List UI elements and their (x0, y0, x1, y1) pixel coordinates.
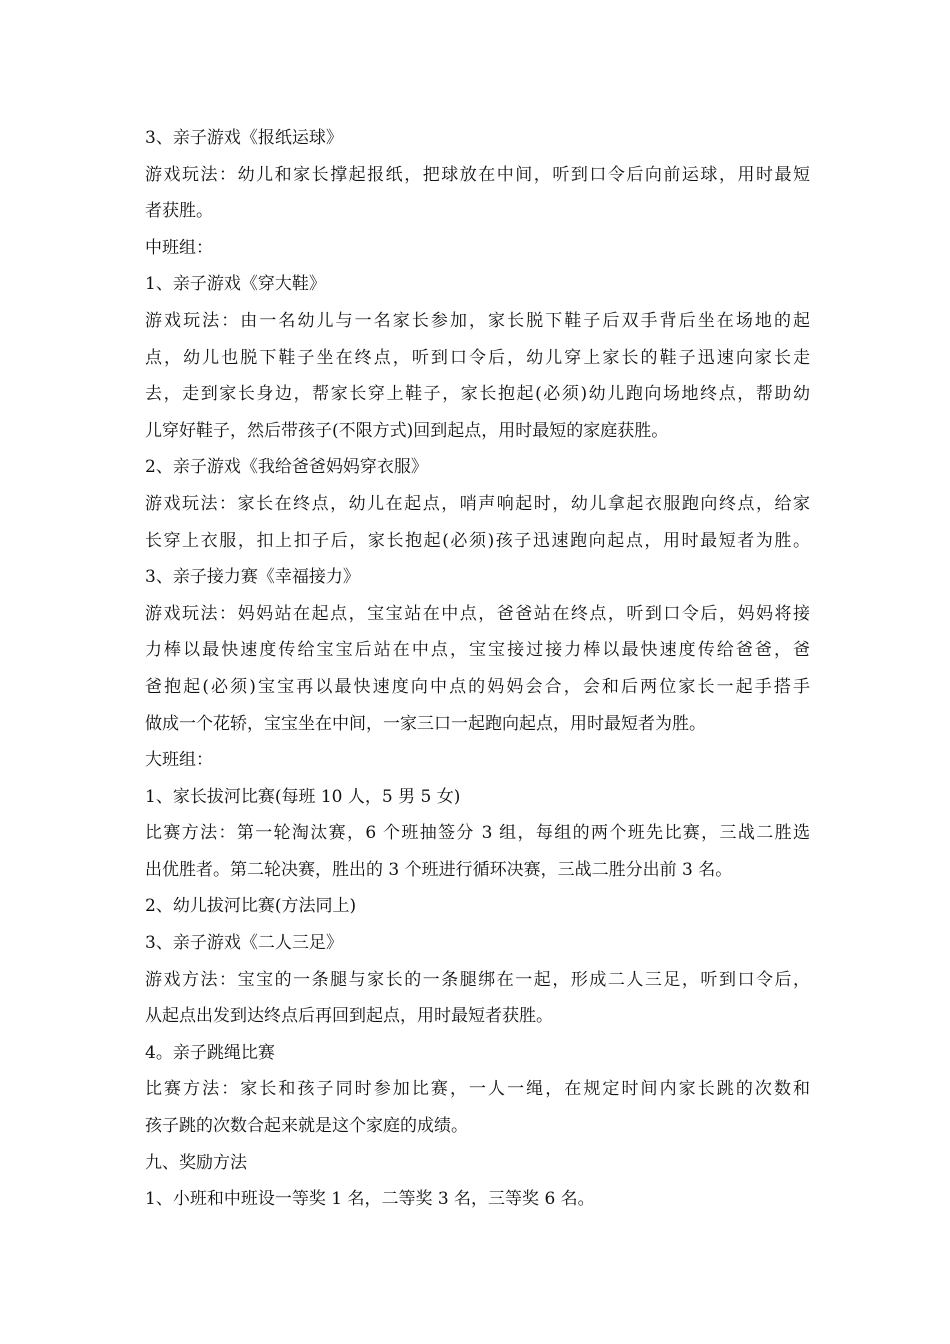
paragraph-line: 孩子跳的次数合起来就是这个家庭的成绩。 (145, 1116, 468, 1137)
paragraph-line: 者获胜。 (145, 201, 213, 222)
paragraph-line: 儿穿好鞋子，然后带孩子(不限方式)回到起点，用时最短的家庭获胜。 (145, 420, 669, 441)
paragraph-line: 游戏玩法：幼儿和家长撑起报纸，把球放在中间，听到口令后向前运球，用时最短 (145, 164, 810, 185)
paragraph-line: 点，幼儿也脱下鞋子坐在终点，听到口令后，幼儿穿上家长的鞋子迅速向家长走 (145, 347, 810, 368)
paragraph-line: 比赛方法：家长和孩子同时参加比赛，一人一绳，在规定时间内家长跳的次数和 (145, 1079, 810, 1100)
heading-newspaper-ball-game: 3、亲子游戏《报纸运球》 (145, 128, 343, 148)
heading-big-shoes-game: 1、亲子游戏《穿大鞋》 (145, 274, 326, 295)
paragraph-line: 比赛方法：第一轮淘汰赛，6 个班抽签分 3 组，每组的两个班先比赛，三战二胜选 (145, 823, 810, 844)
paragraph-line: 爸抱起(必须)宝宝再以最快速度向中点的妈妈会合，会和后两位家长一起手搭手 (145, 676, 810, 697)
paragraph-line: 出优胜者。第二轮决赛，胜出的 3 个班进行循环决赛，三战二胜分出前 3 名。 (145, 859, 733, 880)
paragraph-line: 游戏玩法：家长在终点，幼儿在起点，哨声响起时，幼儿拿起衣服跑向终点，给家 (145, 493, 810, 514)
heading-happy-relay: 3、亲子接力赛《幸福接力》 (145, 567, 360, 588)
heading-three-legged-race: 3、亲子游戏《二人三足》 (145, 933, 343, 954)
paragraph-line: 游戏方法：宝宝的一条腿与家长的一条腿绑在一起，形成二人三足，听到口令后， (145, 969, 810, 990)
paragraph-line: 做成一个花轿，宝宝坐在中间，一家三口一起跑向起点，用时最短者为胜。 (145, 713, 706, 734)
paragraph-line: 长穿上衣服，扣上扣子后，家长抱起(必须)孩子迅速跑向起点，用时最短者为胜。 (145, 530, 810, 551)
section-heading-rewards: 九、奖励方法 (145, 1152, 247, 1173)
paragraph-line: 游戏玩法：妈妈站在起点，宝宝站在中点，爸爸站在终点，听到口令后，妈妈将接 (145, 603, 810, 624)
document-body (145, 120, 810, 1218)
section-heading-senior-class: 大班组： (145, 750, 213, 771)
heading-parent-tug-of-war: 1、家长拔河比赛(每班 10 人，5 男 5 女) (145, 786, 461, 807)
paragraph-line: 去，走到家长身边，帮家长穿上鞋子，家长抱起(必须)幼儿跑向场地终点，帮助幼 (145, 384, 810, 405)
paragraph-line: 力棒以最快速度传给宝宝后站在中点，宝宝接过接力棒以最快速度传给爸爸，爸 (145, 640, 810, 661)
paragraph-line: 游戏玩法：由一名幼儿与一名家长参加，家长脱下鞋子后双手背后坐在场地的起 (145, 310, 810, 331)
heading-dress-parents-game: 2、亲子游戏《我给爸爸妈妈穿衣服》 (145, 457, 428, 478)
paragraph-line: 从起点出发到达终点后再回到起点，用时最短者获胜。 (145, 1006, 553, 1027)
section-heading-middle-class: 中班组： (145, 237, 213, 258)
heading-child-tug-of-war: 2、幼儿拔河比赛(方法同上) (145, 896, 357, 917)
heading-jump-rope: 4。亲子跳绳比赛 (145, 1042, 275, 1063)
paragraph-line: 1、小班和中班设一等奖 1 名，二等奖 3 名，三等奖 6 名。 (145, 1189, 595, 1210)
